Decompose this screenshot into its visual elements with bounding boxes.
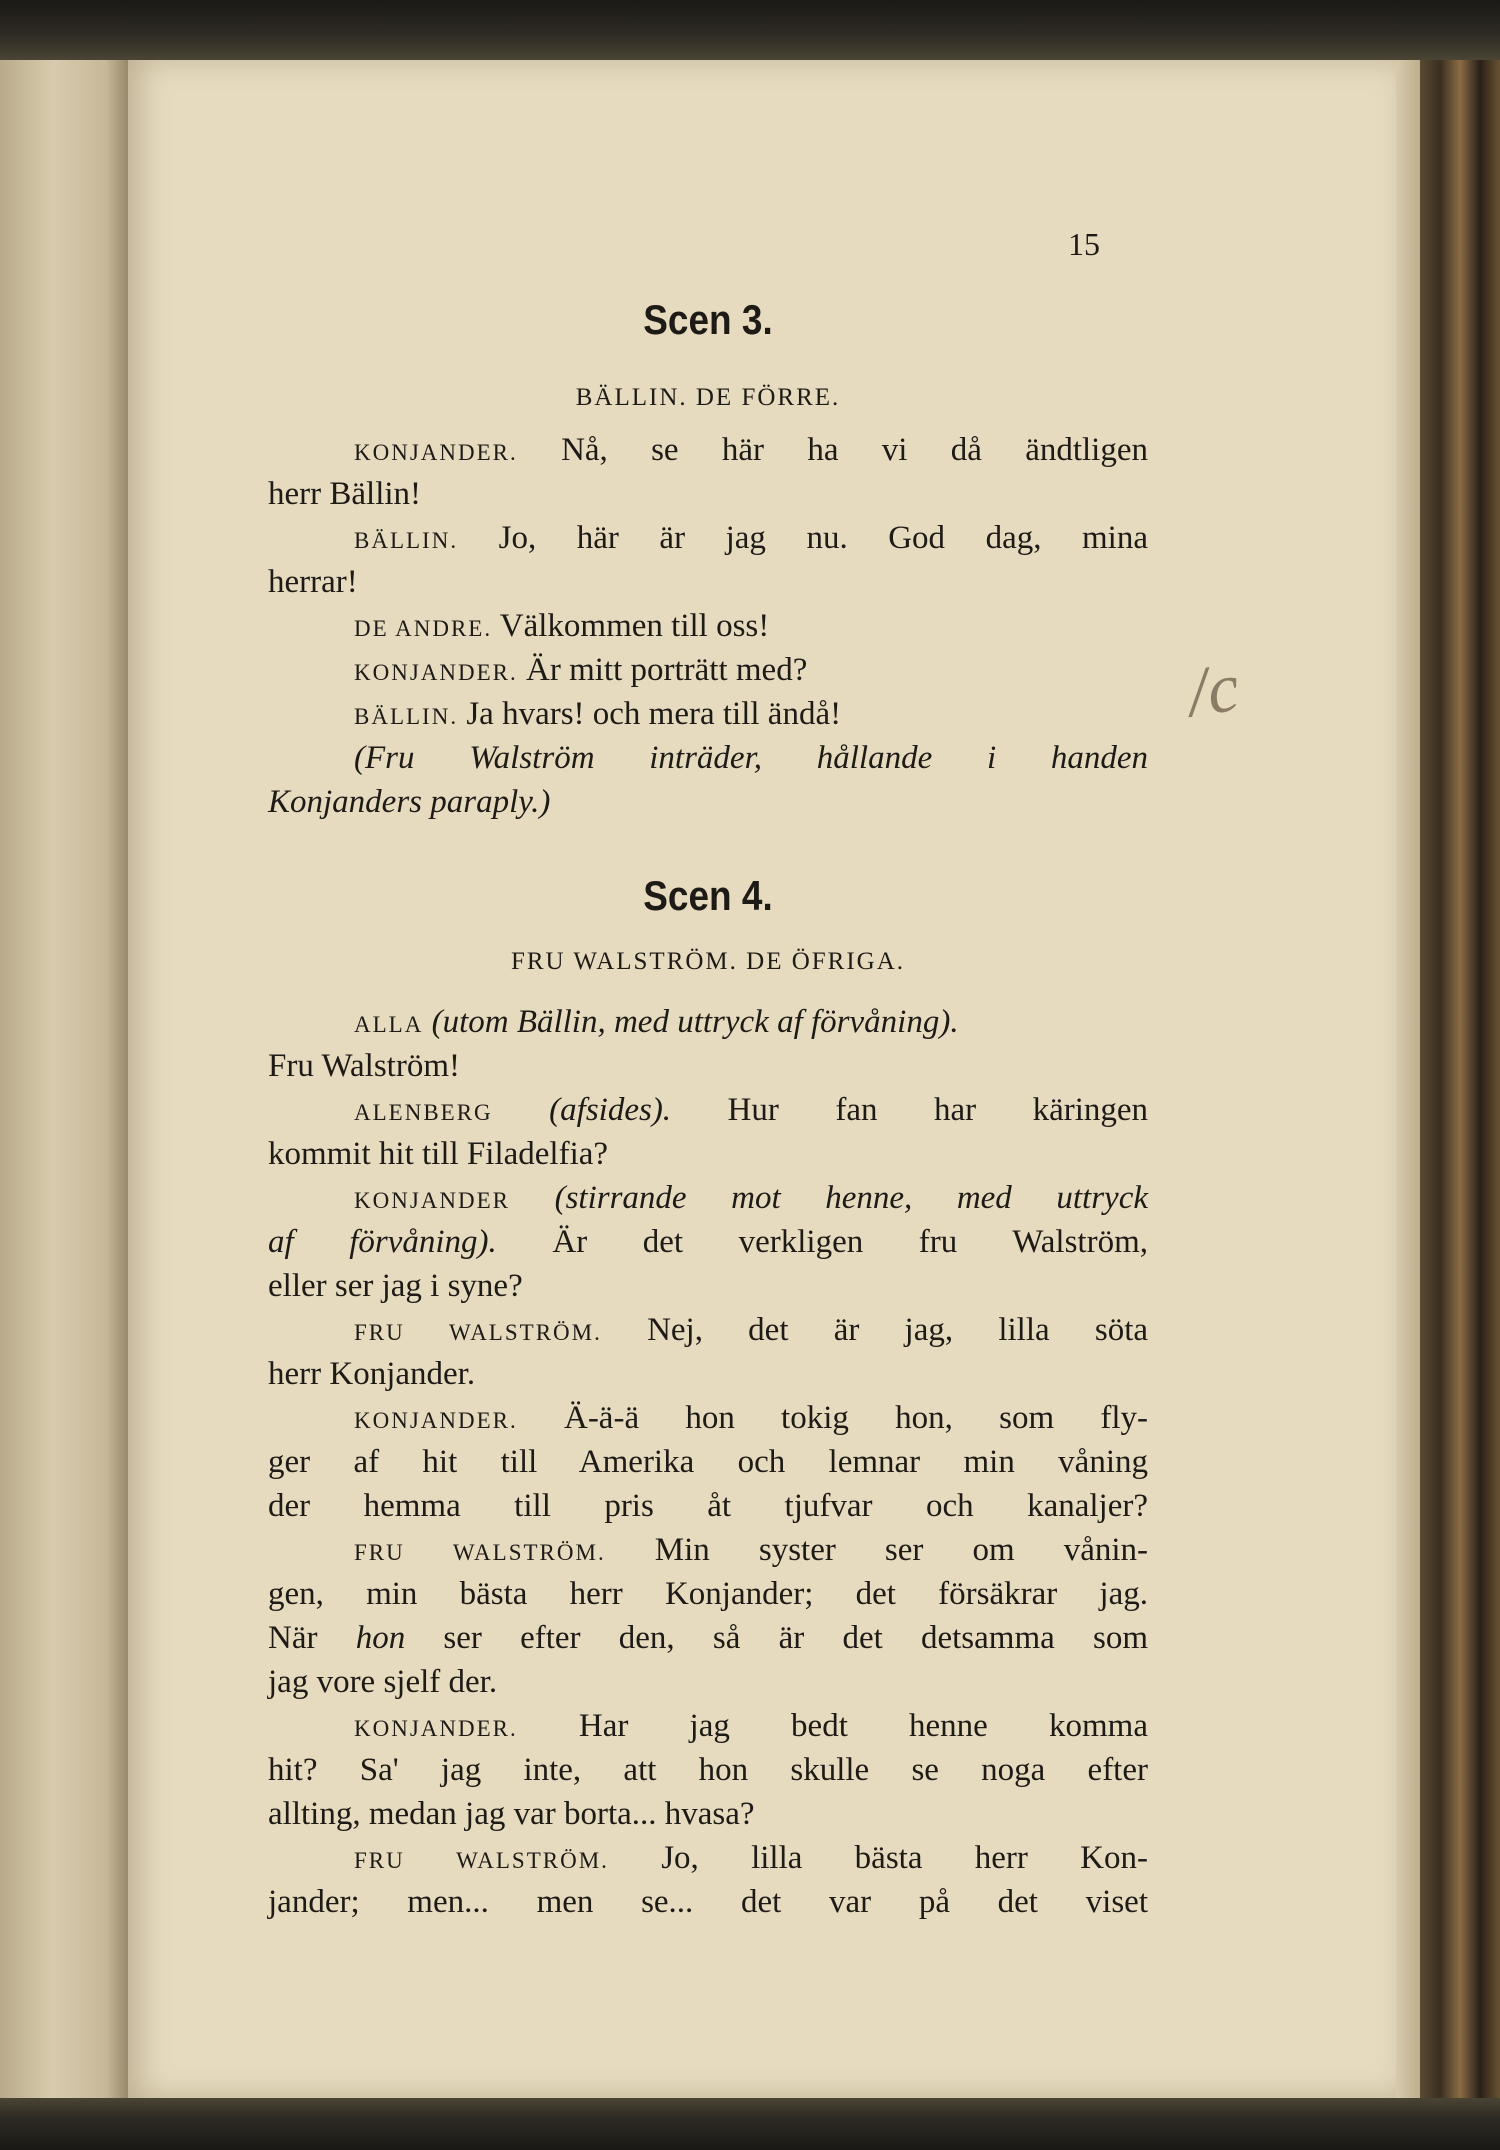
scene4-line-20 xyxy=(268,1836,1148,1880)
dialogue-text: gen, min bästa herr Konjander; det försäkrar jag. xyxy=(268,1576,1148,1612)
scene4-cast: FRU WALSTRÖM. DE ÖFRIGA. xyxy=(510,948,906,975)
dialogue-text: ser efter den, så är det detsamma som xyxy=(443,1620,1148,1656)
pencil-annotation: /c xyxy=(1182,648,1244,733)
scene4-line-17 xyxy=(268,1704,1148,1748)
speaker-name: BÄLLIN. xyxy=(354,528,459,553)
stage-direction: (stirrande mot henne, med uttryck xyxy=(554,1180,1148,1216)
dialogue-text: allting, medan jag var borta... hvasa? xyxy=(268,1796,755,1832)
speaker-name: KONJANDER. xyxy=(354,660,518,685)
scene3-line-1 xyxy=(268,428,1148,472)
dialogue-text: Ja hvars! och mera till ändå! xyxy=(466,696,842,732)
scene4-line-12 xyxy=(268,1484,1148,1528)
stage-direction: Konjanders paraply.) xyxy=(268,784,551,820)
scene4-line-10 xyxy=(268,1396,1148,1440)
speaker-name: FRU WALSTRÖM. xyxy=(354,1848,609,1873)
scene4-line-1 xyxy=(268,1000,1148,1044)
emphasis-text: hon xyxy=(355,1620,406,1656)
dialogue-text: herr Konjander. xyxy=(268,1356,476,1392)
dialogue-text: Jo, lilla bästa herr Kon- xyxy=(661,1840,1148,1876)
dialogue-text: Har jag bedt henne komma xyxy=(578,1708,1148,1744)
stage-direction: (Fru Walström inträder, hållande i handen xyxy=(354,740,1148,776)
scene4-line-18 xyxy=(268,1748,1148,1792)
dialogue-text: Fru Walström! xyxy=(268,1048,460,1084)
dialogue-text: Nå, se här ha vi då ändtligen xyxy=(561,432,1148,468)
scene4-heading: Scen 4. xyxy=(643,872,773,919)
bottom-binding xyxy=(0,2098,1500,2150)
scene4-line-6 xyxy=(268,1220,1148,1264)
scene4-line-5 xyxy=(268,1176,1148,1220)
dialogue-text: Nej, det är jag, lilla söta xyxy=(647,1312,1149,1348)
scene3-cast: BÄLLIN. DE FÖRRE. xyxy=(575,384,841,411)
dialogue-text: herrar! xyxy=(268,564,358,600)
scene4-line-7 xyxy=(268,1264,1148,1308)
speaker-name: KONJANDER. xyxy=(354,1408,518,1433)
scene4-line-19 xyxy=(268,1792,1148,1836)
scene3-line-5 xyxy=(268,604,1148,648)
dialogue-text: När xyxy=(268,1620,318,1656)
stage-direction: (afsides). xyxy=(549,1092,672,1128)
dialogue-text: Min syster ser om vånin- xyxy=(654,1532,1149,1568)
dialogue-text: Är mitt porträtt med? xyxy=(526,652,808,688)
dialogue-text: jander; men... men se... det var på det viset xyxy=(268,1884,1148,1920)
scene3-line-2 xyxy=(268,472,1148,516)
scene4-line-2 xyxy=(268,1044,1148,1088)
dialogue-text: ger af hit till Amerika och lemnar min våning xyxy=(268,1444,1148,1480)
dialogue-text: jag vore sjelf der. xyxy=(268,1664,498,1700)
speaker-name: BÄLLIN. xyxy=(354,704,459,729)
dialogue-text: Ä-ä-ä hon tokig hon, som fly- xyxy=(563,1400,1148,1436)
speaker-name: DE ANDRE. xyxy=(354,616,493,641)
dialogue-text: kommit hit till Filadelfia? xyxy=(268,1136,609,1172)
speaker-name: ALLA xyxy=(354,1012,424,1037)
scene4-line-13 xyxy=(268,1528,1148,1572)
scene3-heading: Scen 3. xyxy=(643,296,773,343)
scene4-line-21 xyxy=(268,1880,1148,1924)
dialogue-text: herr Bällin! xyxy=(268,476,422,512)
dialogue-text: Välkommen till oss! xyxy=(499,608,770,644)
scene4-line-4 xyxy=(268,1132,1148,1176)
speaker-name: ALENBERG xyxy=(354,1100,493,1125)
scene3-line-3 xyxy=(268,516,1148,560)
stage-direction: af förvåning). xyxy=(268,1224,497,1260)
scene4-line-3 xyxy=(268,1088,1148,1132)
scene4-line-11 xyxy=(268,1440,1148,1484)
left-page-edge xyxy=(0,52,132,2102)
page-number: 15 xyxy=(1068,226,1100,262)
top-binding xyxy=(0,0,1500,60)
speaker-name: FRU WALSTRÖM. xyxy=(354,1540,606,1565)
dialogue-text: Hur fan har käringen xyxy=(727,1092,1149,1128)
speaker-name: KONJANDER xyxy=(354,1188,510,1213)
dialogue-text: Jo, här är jag nu. God dag, mina xyxy=(498,520,1148,556)
speaker-name: FRU WALSTRÖM. xyxy=(354,1320,602,1345)
dialogue-text: eller ser jag i syne? xyxy=(268,1268,523,1304)
speaker-name: KONJANDER. xyxy=(354,440,518,465)
scene3-line-9 xyxy=(268,780,1148,824)
scene4-line-9 xyxy=(268,1352,1148,1396)
scene4-line-14 xyxy=(268,1572,1148,1616)
dialogue-text: Är det verkligen fru Walström, xyxy=(552,1224,1148,1260)
dialogue-text: hit? Sa' jag inte, att hon skulle se noga efter xyxy=(268,1752,1148,1788)
stage-direction: (utom Bällin, med uttryck af förvåning). xyxy=(431,1004,959,1040)
scene4-line-8 xyxy=(268,1308,1148,1352)
scene3-line-7 xyxy=(268,692,1148,736)
scene4-line-16 xyxy=(268,1660,1148,1704)
scene3-line-6 xyxy=(268,648,1148,692)
book-cover-edge xyxy=(1420,0,1500,2150)
scene3-line-8 xyxy=(268,736,1148,780)
speaker-name: KONJANDER. xyxy=(354,1716,518,1741)
scene4-line-15 xyxy=(268,1616,1148,1660)
dialogue-text: der hemma till pris åt tjufvar och kanaljer? xyxy=(268,1488,1148,1524)
scene3-line-4 xyxy=(268,560,1148,604)
